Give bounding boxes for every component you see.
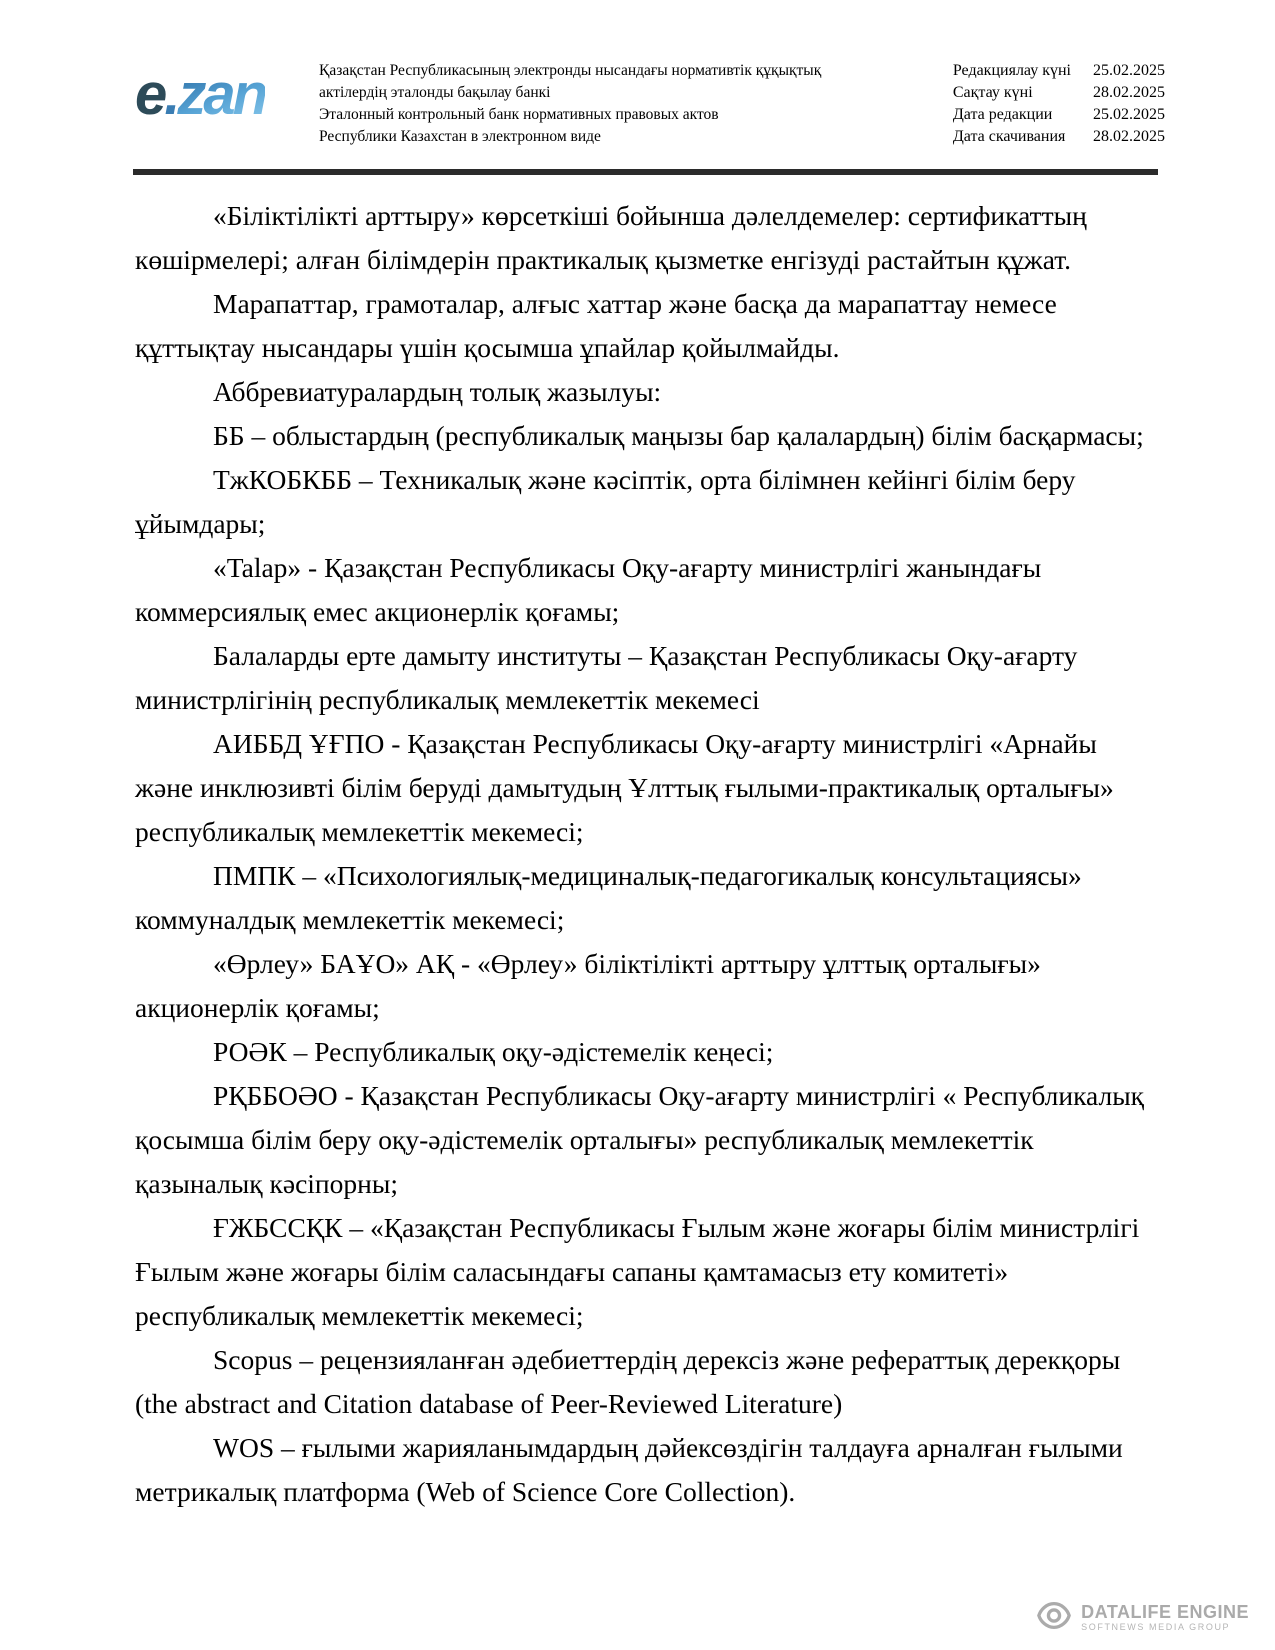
bank-title-line: Қазақстан Республикасының электронды нысандағы нормативтік құқықтық — [319, 62, 822, 79]
paragraph: «Talap» - Қазақстан Республикасы Оқу-ағарту министрлігі жанындағы коммерсиялық емес акционерлік қоғамы; — [135, 552, 1042, 627]
logo-part-zan: zan — [177, 62, 266, 127]
header — [135, 56, 1165, 148]
paragraph: ПМПК – «Психологиялық-медициналық-педагогикалық консультациясы» коммуналдық мемлекеттік мекемесі; — [135, 860, 1082, 935]
logo-part-e: e — [135, 62, 165, 127]
date-label: Дата скачивания — [952, 128, 1066, 145]
paragraph: Балаларды ерте дамыту институты – Қазақстан Республикасы Оқу-ағарту министрлігінің республикалық мемлекеттік мекемесі — [135, 640, 1078, 715]
paragraph: Аббревиатуралардың толық жазылуы: — [213, 376, 662, 407]
paragraph: WOS – ғылыми жарияланымдардың дәйексөздігін талдауға арналған ғылыми метрикалық платформа (Web of Science Core Collection). — [135, 1432, 1123, 1507]
paragraph: ҒЖБССҚК – «Қазақстан Республикасы Ғылым және жоғары білім министрлігі Ғылым және жоғары білім саласындағы сапаны қамтамасыз ету комитеті» республикалық мемлекеттік мекемесі; — [135, 1212, 1140, 1331]
bank-title-line: Республики Казахстан в электронном виде — [319, 128, 601, 145]
watermark — [1036, 1599, 1249, 1637]
date-label: Дата редакции — [952, 106, 1053, 123]
bank-title-line: Эталонный контрольный банк нормативных правовых актов — [319, 106, 719, 123]
paragraph: ББ – облыстардың (республикалық маңызы бар қалалардың) білім басқармасы; — [213, 420, 1144, 451]
date-value: 25.02.2025 — [1093, 106, 1165, 123]
bank-title-line: актілердің эталонды бақылау банкі — [319, 84, 551, 101]
date-value: 28.02.2025 — [1093, 128, 1165, 145]
paragraph: РҚББОӘО - Қазақстан Республикасы Оқу-ағарту министрлігі « Республикалық қосымша білім беру оқу-әдістемелік орталығы» республикалық мемлекеттік қазыналық кәсіпорны; — [135, 1080, 1145, 1199]
paragraph: РОӘК – Республикалық оқу-әдістемелік кеңесі; — [213, 1036, 774, 1067]
header-divider — [133, 169, 1158, 175]
bank-title — [319, 60, 894, 148]
paragraph: «Біліктілікті арттыру» көрсеткіші бойынша дәлелдемелер: сертификаттың көшірмелері; алған білімдерін практикалық қызметке енгізуді растайтын құжат. — [135, 200, 1087, 275]
date-value: 25.02.2025 — [1093, 62, 1165, 79]
paragraph: ТжКОБКББ – Техникалық және кәсіптік, орта білімнен кейінгі білім беру ұйымдары; — [135, 464, 1076, 539]
paragraph: Марапаттар, грамоталар, алғыс хаттар және басқа да марапаттау немесе құттықтау нысандары үшін қосымша ұпайлар қойылмайды. — [135, 288, 1057, 363]
watermark-text — [1081, 1603, 1249, 1633]
logo-part-dot: . — [164, 62, 178, 127]
date-label: Сақтау күні — [952, 84, 1033, 101]
paragraph: Scopus – рецензияланған әдебиеттердің дерексіз және рефераттық дерекқоры (the abstract and Citation database of Peer-Reviewed Literature) — [135, 1344, 1121, 1419]
dates-table — [953, 60, 1165, 148]
watermark-subtitle: SOFTNEWS MEDIA GROUP — [1081, 1622, 1231, 1632]
date-label: Редакциялау күні — [952, 62, 1071, 79]
date-value: 28.02.2025 — [1093, 84, 1165, 101]
document-body — [135, 194, 1147, 1514]
ezan-logo — [135, 64, 293, 126]
paragraph: АИББД ҰҒПО - Қазақстан Республикасы Оқу-ағарту министрлігі «Арнайы және инклюзивті білім беруді дамытудың Ұлттық ғылыми-практикалық орталығы» республикалық мемлекеттік мекемесі; — [135, 728, 1114, 847]
paragraph: «Өрлеу» БАҰО» АҚ - «Өрлеу» біліктілікті арттыру ұлттық орталығы» акционерлік қоғамы; — [135, 948, 1041, 1023]
datalife-eye-icon — [1036, 1599, 1072, 1637]
watermark-title: DATALIFE ENGINE — [1081, 1602, 1249, 1622]
